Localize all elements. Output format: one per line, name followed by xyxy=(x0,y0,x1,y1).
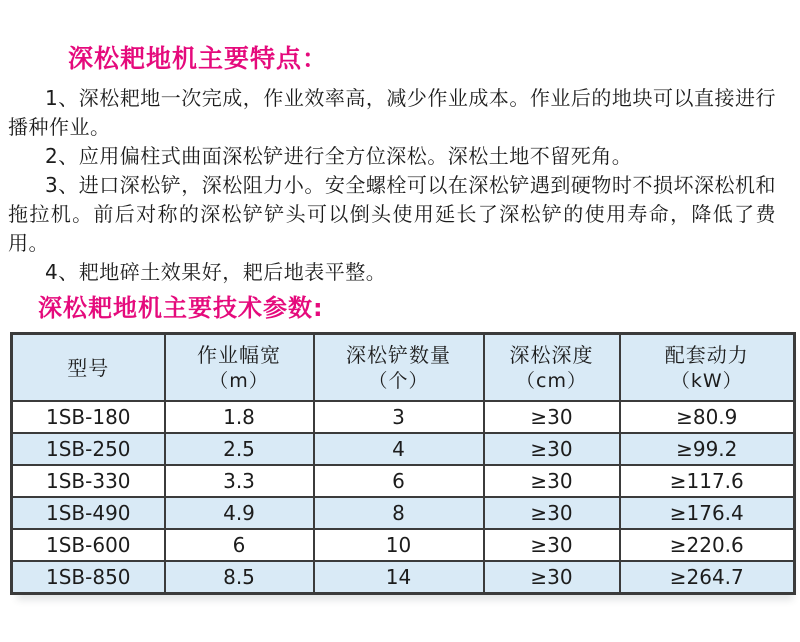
cell-model: 1SB-490 xyxy=(12,497,165,529)
cell-working-width: 3.3 xyxy=(165,465,314,497)
cell-depth: ≥30 xyxy=(484,433,620,465)
column-label: 深松深度 xyxy=(509,342,594,367)
column-unit: （kW） xyxy=(670,369,743,392)
cell-shovel-count: 10 xyxy=(314,529,484,561)
page xyxy=(0,42,800,642)
column-label: 型号 xyxy=(67,355,110,380)
cell-depth: ≥30 xyxy=(484,465,620,497)
features-list xyxy=(0,84,800,287)
column-header-model xyxy=(12,334,165,402)
cell-working-width: 8.5 xyxy=(165,561,314,594)
column-header-power xyxy=(620,334,795,402)
table-row xyxy=(12,561,795,594)
feature-item-2: 2、应用偏柱式曲面深松铲进行全方位深松。深松土地不留死角。 xyxy=(45,144,633,168)
cell-working-width: 6 xyxy=(165,529,314,561)
column-header-depth xyxy=(484,334,620,402)
cell-depth: ≥30 xyxy=(484,401,620,433)
cell-depth: ≥30 xyxy=(484,529,620,561)
cell-power: ≥80.9 xyxy=(620,401,795,433)
column-header-shovel-count xyxy=(314,334,484,402)
feature-item-1: 1、深松耙地一次完成，作业效率高，减少作业成本。作业后的地块可以直接进行播种作业。 xyxy=(8,86,776,139)
column-header-working-width xyxy=(165,334,314,402)
cell-working-width: 2.5 xyxy=(165,433,314,465)
specs-table xyxy=(10,332,796,595)
cell-shovel-count: 3 xyxy=(314,401,484,433)
cell-power: ≥117.6 xyxy=(620,465,795,497)
cell-shovel-count: 8 xyxy=(314,497,484,529)
column-label: 深松铲数量 xyxy=(346,342,451,367)
column-unit: （cm） xyxy=(516,369,587,392)
table-row xyxy=(12,465,795,497)
cell-power: ≥264.7 xyxy=(620,561,795,594)
table-row xyxy=(12,401,795,433)
table-header-row xyxy=(12,334,795,402)
table-row xyxy=(12,529,795,561)
cell-working-width: 4.9 xyxy=(165,497,314,529)
cell-power: ≥176.4 xyxy=(620,497,795,529)
feature-item-3: 3、进口深松铲，深松阻力小。安全螺栓可以在深松铲遇到硬物时不损坏深松机和拖拉机。前后对称的深松铲铲头可以倒头使用延长了深松铲的使用寿命，降低了费用。 xyxy=(8,173,776,255)
column-unit: （个） xyxy=(368,369,429,392)
cell-model: 1SB-850 xyxy=(12,561,165,594)
cell-power: ≥99.2 xyxy=(620,433,795,465)
cell-shovel-count: 4 xyxy=(314,433,484,465)
column-unit: （m） xyxy=(209,369,269,392)
specs-title: 深松耙地机主要技术参数: xyxy=(38,294,324,322)
column-label: 作业幅宽 xyxy=(197,342,281,367)
table-row xyxy=(12,433,795,465)
cell-shovel-count: 6 xyxy=(314,465,484,497)
cell-working-width: 1.8 xyxy=(165,401,314,433)
cell-model: 1SB-600 xyxy=(12,529,165,561)
features-title: 深松耙地机主要特点： xyxy=(68,44,329,73)
feature-item-4: 4、耙地碎土效果好，耙后地表平整。 xyxy=(45,260,387,284)
cell-power: ≥220.6 xyxy=(620,529,795,561)
cell-shovel-count: 14 xyxy=(314,561,484,594)
column-label: 配套动力 xyxy=(664,342,749,367)
cell-model: 1SB-250 xyxy=(12,433,165,465)
cell-depth: ≥30 xyxy=(484,561,620,594)
cell-depth: ≥30 xyxy=(484,497,620,529)
cell-model: 1SB-330 xyxy=(12,465,165,497)
table-row xyxy=(12,497,795,529)
cell-model: 1SB-180 xyxy=(12,401,165,433)
